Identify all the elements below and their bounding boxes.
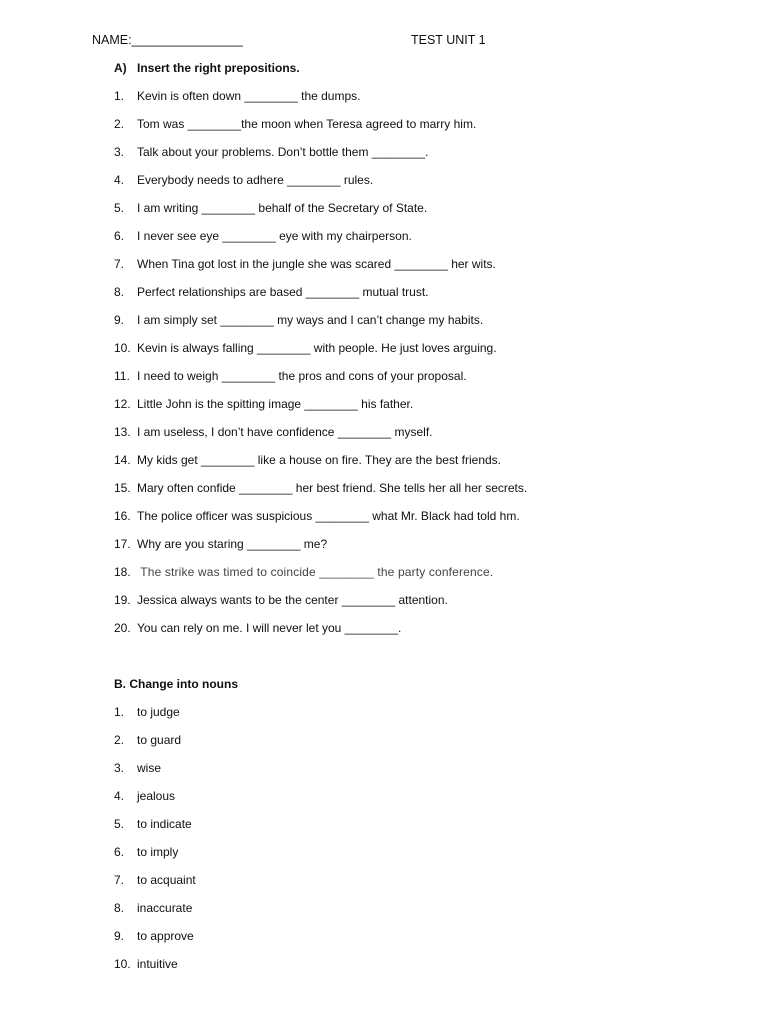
list-item (114, 425, 527, 453)
item-number: 11. (114, 369, 130, 383)
item-text: Why are you staring ________ me? (137, 537, 328, 551)
list-item (114, 481, 527, 509)
item-text: wise (137, 761, 162, 775)
list-item (114, 341, 527, 369)
item-number: 10. (114, 341, 131, 355)
section-a-heading (114, 61, 300, 75)
list-item (114, 369, 527, 397)
list-item (114, 89, 527, 117)
list-item (114, 145, 527, 173)
item-number: 7. (114, 257, 125, 271)
item-text: Perfect relationships are based ________ mutual trust. (137, 285, 429, 299)
item-number: 3. (114, 145, 125, 159)
item-text: The strike was timed to coincide ________ the party conference. (137, 565, 494, 579)
test-title: TEST UNIT 1 (411, 33, 486, 47)
section-a-letter: A) (114, 61, 127, 75)
item-text: to guard (137, 733, 182, 747)
list-item (114, 565, 527, 593)
item-number: 6. (114, 845, 125, 859)
item-number: 6. (114, 229, 125, 243)
item-text: jealous (137, 789, 176, 803)
item-text: to approve (137, 929, 194, 943)
item-text: Tom was ________the moon when Teresa agreed to marry him. (137, 117, 477, 131)
item-number: 20. (114, 621, 131, 635)
name-field-label: NAME:________________ (92, 33, 243, 47)
section-b-heading: B. Change into nouns (114, 677, 238, 691)
item-text: I am useless, I don’t have confidence ________ myself. (137, 425, 433, 439)
section-a-title: Insert the right prepositions. (137, 61, 300, 75)
item-text: to acquaint (137, 873, 196, 887)
list-item (114, 397, 527, 425)
item-number: 8. (114, 285, 125, 299)
item-text: Everybody needs to adhere ________ rules. (137, 173, 374, 187)
list-item (114, 229, 527, 257)
list-item (114, 257, 527, 285)
list-item (114, 733, 196, 761)
item-text: Talk about your problems. Don’t bottle them ________. (137, 145, 429, 159)
item-number: 12. (114, 397, 131, 411)
list-item (114, 621, 527, 649)
item-text: Jessica always wants to be the center ________ attention. (137, 593, 448, 607)
list-item (114, 705, 196, 733)
item-text: Little John is the spitting image ________ his father. (137, 397, 414, 411)
list-item (114, 509, 527, 537)
item-number: 15. (114, 481, 131, 495)
item-number: 7. (114, 873, 125, 887)
list-item (114, 117, 527, 145)
item-number: 2. (114, 117, 125, 131)
item-text: You can rely on me. I will never let you ________. (137, 621, 402, 635)
item-number: 3. (114, 761, 125, 775)
item-text: inaccurate (137, 901, 193, 915)
item-number: 1. (114, 705, 125, 719)
item-number: 4. (114, 173, 125, 187)
item-number: 1. (114, 89, 125, 103)
item-text: to indicate (137, 817, 192, 831)
list-item (114, 173, 527, 201)
item-number: 4. (114, 789, 125, 803)
item-number: 9. (114, 929, 125, 943)
item-text: I am simply set ________ my ways and I can’t change my habits. (137, 313, 484, 327)
item-text: The police officer was suspicious ________ what Mr. Black had told hm. (137, 509, 520, 523)
item-text: I need to weigh ________ the pros and cons of your proposal. (137, 369, 467, 383)
item-text: to imply (137, 845, 179, 859)
list-item (114, 201, 527, 229)
item-text: Kevin is always falling ________ with people. He just loves arguing. (137, 341, 497, 355)
item-text: intuitive (137, 957, 178, 971)
list-item (114, 845, 196, 873)
item-text: When Tina got lost in the jungle she was scared ________ her wits. (137, 257, 496, 271)
item-text: Kevin is often down ________ the dumps. (137, 89, 361, 103)
item-number: 2. (114, 733, 125, 747)
list-item (114, 901, 196, 929)
item-text: I never see eye ________ eye with my chairperson. (137, 229, 412, 243)
item-number: 16. (114, 509, 131, 523)
section-a-list (114, 89, 527, 649)
item-number: 19. (114, 593, 131, 607)
list-item (114, 593, 527, 621)
list-item (114, 285, 527, 313)
item-text: I am writing ________ behalf of the Secretary of State. (137, 201, 428, 215)
item-number: 9. (114, 313, 125, 327)
item-number: 14. (114, 453, 131, 467)
item-text: My kids get ________ like a house on fire. They are the best friends. (137, 453, 501, 467)
item-text: Mary often confide ________ her best friend. She tells her all her secrets. (137, 481, 528, 495)
list-item (114, 313, 527, 341)
section-b-list (114, 705, 196, 985)
item-text: to judge (137, 705, 180, 719)
list-item (114, 453, 527, 481)
item-number: 5. (114, 817, 125, 831)
list-item (114, 929, 196, 957)
list-item (114, 761, 196, 789)
item-number: 8. (114, 901, 125, 915)
list-item (114, 873, 196, 901)
item-number: 18. (114, 565, 131, 579)
list-item (114, 537, 527, 565)
item-number: 17. (114, 537, 131, 551)
list-item (114, 957, 196, 985)
item-number: 13. (114, 425, 131, 439)
list-item (114, 789, 196, 817)
item-number: 5. (114, 201, 125, 215)
list-item (114, 817, 196, 845)
item-number: 10. (114, 957, 131, 971)
